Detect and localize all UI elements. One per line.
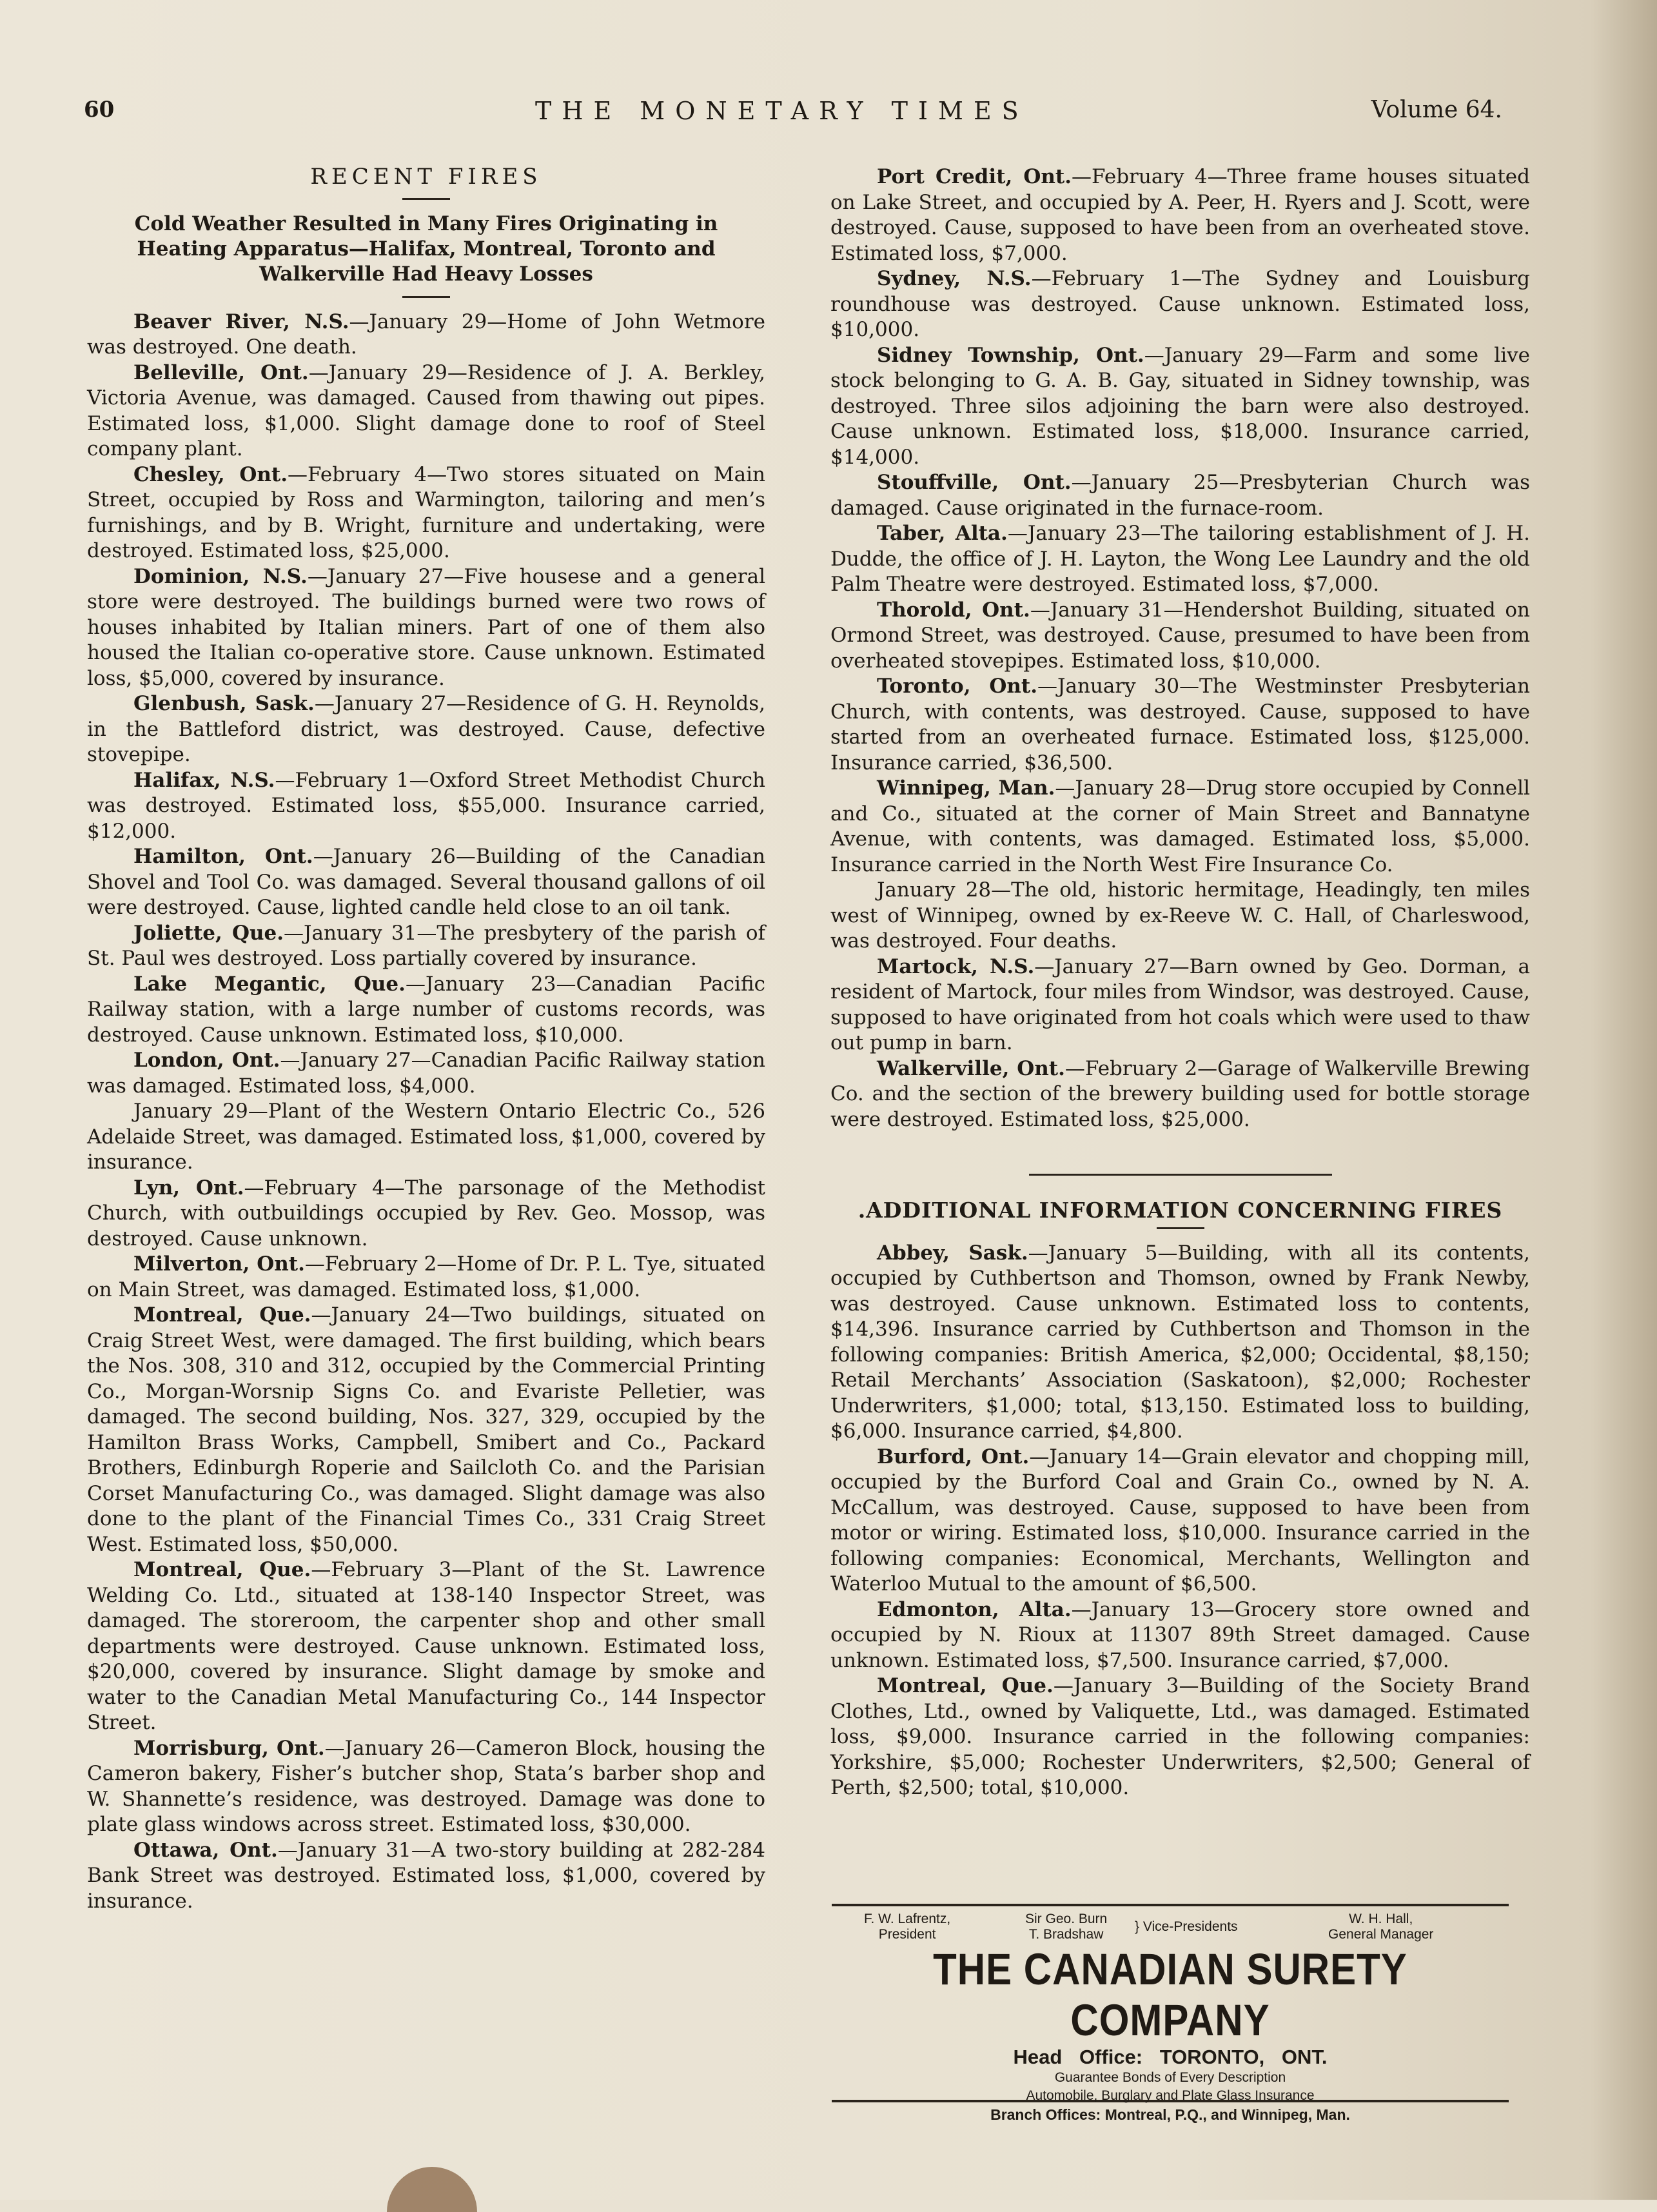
fire-location: Montreal, Que. — [877, 1674, 1054, 1697]
officer-name: Sir Geo. Burn — [1025, 1911, 1108, 1926]
fire-entry — [87, 310, 765, 360]
fire-entry — [87, 564, 765, 692]
fire-location: Hamilton, Ont. — [133, 845, 313, 868]
fire-entry — [830, 1056, 1530, 1133]
fire-entry — [830, 1445, 1530, 1597]
fire-details: January 29—Plant of the Western Ontario Electric Co., 526 Adelaide Street, was damaged. Estimated loss, $1,000, covered by insurance. — [87, 1100, 765, 1174]
volume-label: Volume 64. — [1371, 97, 1502, 123]
fire-details: —January 31—A two-story building at 282-284 Bank Street was destroyed. Estimated loss, $1,000, covered by insurance. — [87, 1838, 765, 1913]
fire-location: Beaver River, N.S. — [133, 310, 349, 333]
section-subtitle: Cold Weather Resulted in Many Fires Originating in Heating Apparatus—Halifax, Montreal, Toronto and Walkerville Had Heavy Losses — [134, 212, 718, 286]
officer-vice-presidents — [1025, 1911, 1107, 1942]
fire-details: —January 5—Building, with all its contents, occupied by Cuthbertson and Thomson, owned by Frank Newby, was destroyed. Cause unknown. Estimated loss to contents, $14,396. Insurance carried by Cuthbertson and Thomson in the following companies: British America, $2,000; Occidental, $8,150; Retail Merchants’ Association (Saskatoon), $2,000; Rochester Underwriters, $1,000; total, $13,150. Estimated loss to building, $6,000. Insurance carried, $4,800. — [830, 1241, 1530, 1443]
surety-advertisement — [832, 1904, 1509, 2123]
fire-location: Thorold, Ont. — [877, 598, 1030, 622]
ad-officers — [832, 1906, 1509, 1946]
fire-location: Montreal, Que. — [133, 1303, 311, 1327]
fire-details: —January 27—Residence of G. H. Reynolds, in the Battleford district, was destroyed. Cause, defective stovepipe. — [87, 692, 765, 766]
fire-location: Martock, N.S. — [877, 954, 1035, 978]
fire-location: Chesley, Ont. — [133, 462, 288, 486]
officer-name: F. W. Lafrentz, — [864, 1911, 951, 1926]
vice-presidents-label: } Vice-Presidents — [1135, 1919, 1238, 1934]
fire-entry — [830, 674, 1530, 776]
fire-details: —February 4—Two stores situated on Main Street, occupied by Ross and Warmington, tailoring and men’s furnishings, and by B. Wright, furniture and undertaking, were destroyed. Estimated loss, $25,000. — [87, 462, 765, 562]
fire-entry — [87, 1736, 765, 1838]
fire-details: —January 13—Grocery store owned and occupied by N. Rioux at 11307 89th Street damaged. Cause unknown. Estimated loss, $7,500. Insurance carried, $7,000. — [830, 1597, 1530, 1672]
fire-details: —February 2—Garage of Walkerville Brewing Co. and the section of the brewery building used for bottle storage were destroyed. Estimated loss, $25,000. — [830, 1056, 1530, 1131]
fire-location: Morrisburg, Ont. — [133, 1736, 325, 1760]
fire-entry — [87, 1303, 765, 1557]
fire-location: Joliette, Que. — [133, 921, 284, 945]
officer-name: T. Bradshaw — [1028, 1927, 1104, 1942]
fire-location: Montreal, Que. — [133, 1558, 311, 1581]
fire-location: Winnipeg, Man. — [877, 776, 1055, 800]
fire-entry — [830, 521, 1530, 598]
fire-details: —February 1—The Sydney and Louisburg roundhouse was destroyed. Cause unknown. Estimated loss, $10,000. — [830, 267, 1530, 341]
fire-location: Burford, Ont. — [877, 1445, 1030, 1468]
fire-entry — [830, 1241, 1530, 1445]
fire-location: Sidney Township, Ont. — [877, 343, 1144, 367]
fire-details: —January 26—Building of the Canadian Shovel and Tool Co. was damaged. Several thousand gallons of oil were destroyed. Cause, lighted candle held close to an oil tank. — [87, 845, 765, 919]
officer-name: W. H. Hall, — [1349, 1911, 1413, 1926]
fire-details: —January 27—Five housese and a general store were destroyed. The buildings burned were two rows of houses inhabited by Italian miners. Part of one of them also housed the Italian co-operative store. Cause unknown. Estimated loss, $5,000, covered by insurance. — [87, 564, 765, 690]
fire-location: Glenbush, Sask. — [133, 692, 315, 715]
fire-location: Stouffville, Ont. — [877, 471, 1072, 494]
fire-entry — [830, 343, 1530, 471]
left-column — [87, 164, 765, 1914]
fire-entry — [87, 691, 765, 768]
fire-location: Toronto, Ont. — [877, 675, 1038, 698]
fire-entries-left — [87, 310, 765, 1915]
fire-details: —January 26—Cameron Block, housing the Cameron bakery, Fisher’s butcher shop, Stata’s barber shop and W. Shannette’s residence, was destroyed. Damage was done to plate glass windows across street. Estimated loss, $30,000. — [87, 1736, 765, 1836]
fire-details: —February 2—Home of Dr. P. L. Tye, situated on Main Street, was damaged. Estimated loss, $1,000. — [87, 1252, 765, 1301]
fire-entry — [830, 776, 1530, 878]
fire-entry — [830, 1674, 1530, 1801]
fire-location: London, Ont. — [133, 1049, 280, 1072]
fire-entry — [87, 1176, 765, 1252]
fire-location: Taber, Alta. — [877, 522, 1008, 545]
page-stain — [387, 2167, 477, 2212]
fire-details: —January 28—Drug store occupied by Connell and Co., situated at the corner of Main Street and Bannatyne Avenue, with contents, was damaged. Estimated loss, $5,000. Insurance carried in the North West Fire Insurance Co. — [830, 776, 1530, 876]
fire-details: —January 31—The presbytery of the parish of St. Paul wes destroyed. Loss partially covered by insurance. — [87, 921, 766, 970]
fire-details: —January 3—Building of the Society Brand Clothes, Ltd., owned by Valiquette, Ltd., was damaged. Estimated loss, $9,000. Insurance carried in the following companies: Yorkshire, $5,000; Rochester Underwriters, $2,500; General of Perth, $2,500; total, $10,000. — [830, 1674, 1530, 1799]
fire-entry — [87, 360, 765, 462]
fire-location: Walkerville, Ont. — [877, 1056, 1065, 1080]
fire-entry — [87, 1099, 765, 1176]
fire-location: Belleville, Ont. — [133, 360, 309, 384]
fire-details: —January 14—Grain elevator and chopping mill, occupied by the Burford Coal and Grain Co., owned by N. A. McCallum, was destroyed. Cause, supposed to have been from motor or wiring. Estimated loss, $10,000. Insurance carried in the following companies: Economical, Merchants, Wellington and Waterloo Mutual to the amount of $6,500. — [830, 1445, 1530, 1595]
fire-entry — [87, 921, 765, 972]
fire-location: Sydney, N.S. — [877, 267, 1032, 290]
fire-entry — [830, 1597, 1530, 1674]
section-title: RECENT FIRES — [310, 164, 542, 190]
fire-entry — [830, 164, 1530, 266]
officer-role: President — [878, 1927, 936, 1942]
fire-details: —February 3—Plant of the St. Lawrence Welding Co. Ltd., situated at 138-140 Inspector Street, was damaged. The storeroom, the carpenter shop and other small departments were destroyed. Cause unknown. Estimated loss, $20,000, covered by insurance. Slight damage by smoke and water to the Canadian Metal Manufacturing Co., 144 Inspector Street. — [87, 1558, 765, 1734]
publication-title: THE MONETARY TIMES — [535, 97, 1029, 125]
ad-line-bonds: Guarantee Bonds of Every Description — [1054, 2070, 1286, 2085]
fire-details: —January 24—Two buildings, situated on Craig Street West, were damaged. The first building, which bears the Nos. 308, 310 and 312, occupied by the Commercial Printing Co., Morgan-Worsnip Signs Co. and Evariste Pelletier, was damaged. The second building, Nos. 327, 329, occupied by the Hamilton Brass Works, Campbell, Smibert and Co., Packard Brothers, Edinburgh Roperie and Sailcloth Co. and the Parisian Corset Manufacturing Co., was damaged. Slight damage was also done to the plant of the Financial Times Co., 331 Craig Street West. Estimated loss, $50,000. — [87, 1303, 765, 1556]
fire-location: Ottawa, Ont. — [133, 1838, 278, 1862]
fire-location: Lyn, Ont. — [133, 1176, 244, 1200]
fire-location: Halifax, N.S. — [133, 768, 275, 792]
fire-entry — [87, 1557, 765, 1736]
fire-entry — [830, 598, 1530, 675]
fire-details: —February 1—Oxford Street Methodist Church was destroyed. Estimated loss, $55,000. Insurance carried, $12,000. — [87, 768, 766, 843]
fire-details: —January 29—Residence of J. A. Berkley, Victoria Avenue, was damaged. Caused from thawing out pipes. Estimated loss, $1,000. Slight damage done to roof of Steel company plant. — [87, 360, 765, 460]
fire-details: —January 23—Canadian Pacific Railway station, with a large number of customs records, was destroyed. Cause unknown. Estimated loss, $10,000. — [87, 972, 765, 1047]
fire-entry — [87, 1252, 765, 1303]
title-rule — [402, 198, 450, 200]
ad-line-insurance: Automobile, Burglary and Plate Glass Insurance — [1026, 2088, 1315, 2103]
fire-details: January 28—The old, historic hermitage, Headingly, ten miles west of Winnipeg, owned by ex-Reeve W. C. Hall, of Charleswood, was destroyed. Four deaths. — [830, 878, 1530, 953]
head-office-label: Head Office: — [1013, 2046, 1143, 2068]
fire-location: Milverton, Ont. — [133, 1252, 305, 1276]
fire-entry — [87, 1048, 765, 1099]
company-name: THE CANADIAN SURETY COMPANY — [933, 1944, 1407, 2046]
fire-entry — [830, 470, 1530, 521]
additional-title-rule — [1157, 1227, 1204, 1229]
additional-entries — [830, 1241, 1530, 1801]
fire-details: —January 25—Presbyterian Church was damaged. Cause originated in the furnace-room. — [830, 471, 1531, 520]
fire-details: —February 4—The parsonage of the Methodist Church, with outbuildings occupied by Rev. Geo. Mossop, was destroyed. Cause unknown. — [87, 1176, 765, 1250]
officer-president — [864, 1911, 950, 1942]
fire-details: —February 4—Three frame houses situated on Lake Street, and occupied by A. Peer, H. Ryers and J. Scott, were destroyed. Cause, supposed to have been from an overheated stove. Estimated loss, $7,000. — [830, 165, 1530, 265]
fire-details: —January 27—Barn owned by Geo. Dorman, a resident of Martock, four miles from Windsor, was destroyed. Cause, supposed to have originated from hot coals which were used to thaw out pump in barn. — [830, 954, 1530, 1054]
fire-details: —January 31—Hendershot Building, situated on Ormond Street, was destroyed. Cause, presumed to have been from overheated stovepipes. Estimated loss, $10,000. — [830, 598, 1530, 673]
fire-entry — [87, 972, 765, 1049]
fire-location: Abbey, Sask. — [877, 1241, 1028, 1265]
fire-entry — [87, 768, 765, 845]
right-column — [830, 164, 1530, 1801]
fire-details: —January 27—Canadian Pacific Railway station was damaged. Estimated loss, $4,000. — [87, 1049, 765, 1098]
page-number: 60 — [84, 97, 115, 123]
additional-section-title: .ADDITIONAL INFORMATION CONCERNING FIRES — [858, 1198, 1503, 1223]
fire-entry — [87, 462, 765, 564]
subtitle-rule — [402, 296, 450, 298]
fire-entry — [87, 1838, 765, 1915]
fire-details: —January 23—The tailoring establishment of J. H. Dudde, the office of J. H. Layton, the Wong Lee Laundry and the old Palm Theatre were destroyed. Estimated loss, $7,000. — [830, 522, 1530, 596]
fire-location: Edmonton, Alta. — [877, 1597, 1072, 1621]
officer-general-manager — [1328, 1911, 1433, 1942]
head-office — [832, 2046, 1509, 2069]
fire-entry — [830, 266, 1530, 343]
fire-location: Lake Megantic, Que. — [133, 972, 406, 996]
head-office-city: TORONTO, ONT. — [1159, 2046, 1328, 2068]
fire-details: —January 29—Farm and some live stock belonging to G. A. B. Gay, situated in Sidney township, was destroyed. Three silos adjoining the barn were also destroyed. Cause unknown. Estimated loss, $18,000. Insurance carried, $14,000. — [830, 343, 1530, 469]
branch-offices: Branch Offices: Montreal, P.Q., and Winnipeg, Man. — [990, 2106, 1350, 2123]
section-divider — [1029, 1174, 1332, 1176]
fire-details: —January 30—The Westminster Presbyterian Church, with contents, was destroyed. Cause, supposed to have started from an overheated furnace. Estimated loss, $125,000. Insurance carried, $36,500. — [830, 675, 1530, 775]
fire-entries-right — [830, 164, 1530, 1132]
fire-location: Dominion, N.S. — [133, 564, 308, 588]
officer-role: General Manager — [1328, 1927, 1434, 1942]
fire-details: —January 29—Home of John Wetmore was destroyed. One death. — [87, 310, 765, 359]
fire-location: Port Credit, Ont. — [877, 165, 1072, 188]
fire-entry — [830, 878, 1530, 954]
fire-entry — [87, 844, 765, 921]
fire-entry — [830, 954, 1530, 1056]
page-header — [84, 97, 1502, 135]
